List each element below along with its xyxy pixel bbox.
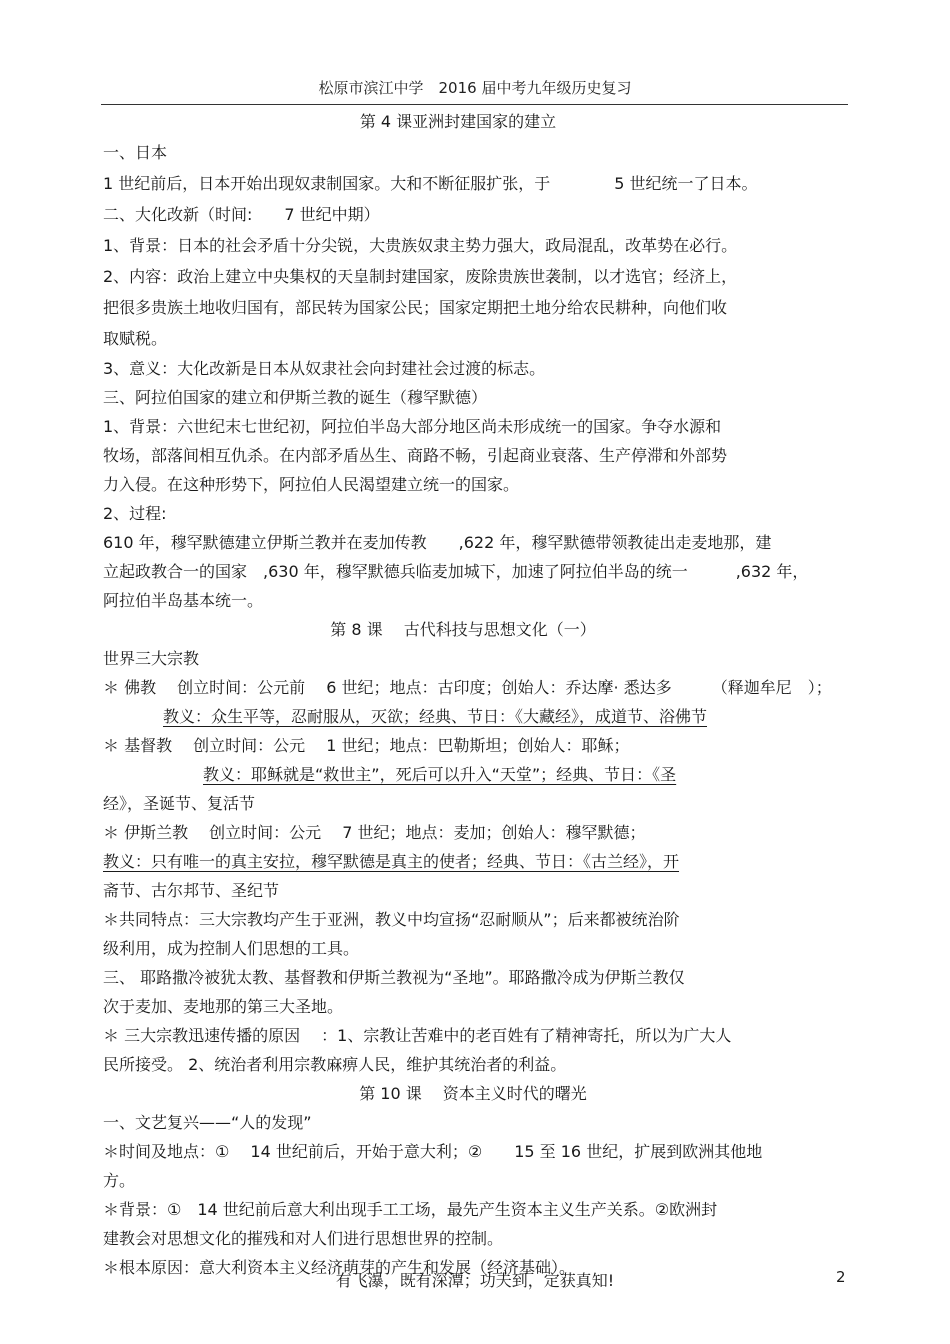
paragraph-line: 取赋税。: [103, 329, 168, 348]
page-header: 松原市滨江中学 2016 届中考九年级历史复习: [318, 79, 632, 97]
lesson-4-title: 第 4 课亚洲封建国家的建立: [359, 112, 557, 131]
paragraph-line: 级利用，成为控制人们思想的工具。: [103, 939, 360, 958]
section-heading: 一、日本: [103, 143, 168, 162]
paragraph-line: ＊根本原因：意大利资本主义经济萌芽的产生和发展（经济基础）。: [103, 1258, 576, 1277]
page-footer-motto: 有飞瀑，既有深潭；功夫到，定获真知!: [335, 1271, 615, 1290]
paragraph-line: 610 年，穆罕默德建立伊斯兰教并在麦加传教 ,622 年，穆罕默德带领教徒出走麦地那，建: [103, 533, 772, 552]
paragraph-line: ＊ 三大宗教迅速传播的原因 ：1、宗教让苦难中的老百姓有了精神寄托，所以为广大人: [103, 1026, 732, 1045]
buddhism-doctrine: 教义：众生平等，忍耐服从，灭欲；经典、节日：《大藏经》，成道节、浴佛节: [163, 707, 708, 726]
header-rule: [101, 104, 848, 105]
christianity-doctrine: 教义：耶稣就是“救世主”，死后可以升入“天堂”；经典、节日：《圣: [203, 765, 677, 784]
section-heading: 二、大化改新（时间: 7 世纪中期）: [103, 205, 380, 224]
section-heading: 三、阿拉伯国家的建立和伊斯兰教的诞生（穆罕默德）: [103, 388, 488, 407]
paragraph-line: 2、过程:: [103, 504, 167, 523]
section-heading: 世界三大宗教: [103, 649, 200, 668]
paragraph-line: 斋节、古尔邦节、圣纪节: [103, 881, 280, 900]
paragraph-line: 经》，圣诞节、复活节: [103, 794, 256, 813]
islam-doctrine: 教义：只有唯一的真主安拉，穆罕默德是真主的使者；经典、节日：《古兰经》，开: [103, 852, 680, 871]
paragraph-line: 把很多贵族土地收归国有，部民转为国家公民；国家定期把土地分给农民耕种，向他们收: [103, 298, 728, 317]
paragraph-line: 3、意义：大化改新是日本从奴隶社会向封建社会过渡的标志。: [103, 359, 546, 378]
paragraph-line: 1、背景：六世纪末七世纪初，阿拉伯半岛大部分地区尚未形成统一的国家。争夺水源和: [103, 417, 722, 436]
lesson-10-title: 第 10 课 资本主义时代的曙光: [359, 1084, 587, 1103]
paragraph-line: 民所接受。 2、统治者利用宗教麻痹人民，维护其统治者的利益。: [103, 1055, 567, 1074]
paragraph-line: 力入侵。在这种形势下，阿拉伯人民渴望建立统一的国家。: [103, 475, 520, 494]
paragraph-line: ＊共同特点：三大宗教均产生于亚洲，教义中均宣扬“忍耐顺从”；后来都被统治阶: [103, 910, 680, 929]
document-body: [103, 106, 883, 1282]
section-heading: 一、文艺复兴——“人的发现”: [103, 1113, 312, 1132]
paragraph-line: ＊时间及地点：① 14 世纪前后，开始于意大利；② 15 至 16 世纪，扩展到欧洲其他地: [103, 1142, 763, 1161]
paragraph-line: 2、内容：政治上建立中央集权的天皇制封建国家，废除贵族世袭制，以才选官；经济上，: [103, 267, 738, 286]
buddhism-line: ＊ 佛教 创立时间：公元前 6 世纪；地点：古印度；创始人：乔达摩· 悉达多 （释迦牟尼 ）；: [103, 678, 832, 697]
page-number: 2: [836, 1268, 846, 1286]
paragraph-line: 次于麦加、麦地那的第三大圣地。: [103, 997, 344, 1016]
paragraph-line: ＊背景：① 14 世纪前后意大利出现手工工场，最先产生资本主义生产关系。②欧洲封: [103, 1200, 718, 1219]
paragraph-line: 阿拉伯半岛基本统一。: [103, 591, 264, 610]
christianity-line: ＊ 基督教 创立时间：公元 1 世纪；地点：巴勒斯坦；创始人：耶稣；: [103, 736, 630, 755]
islam-line: ＊ 伊斯兰教 创立时间：公元 7 世纪；地点：麦加；创始人：穆罕默德；: [103, 823, 646, 842]
paragraph-line: 1、背景：日本的社会矛盾十分尖锐，大贵族奴隶主势力强大，政局混乱，改革势在必行。: [103, 236, 738, 255]
paragraph-line: 牧场，部落间相互仇杀。在内部矛盾丛生、商路不畅，引起商业衰落、生产停滞和外部势: [103, 446, 728, 465]
paragraph-line: 方。: [103, 1171, 136, 1190]
paragraph-line: 三、 耶路撒冷被犹太教、基督教和伊斯兰教视为“圣地”。耶路撒冷成为伊斯兰教仅: [103, 968, 685, 987]
lesson-8-title: 第 8 课 古代科技与思想文化（一）: [330, 620, 596, 639]
paragraph-line: 立起政教合一的国家 ,630 年，穆罕默德兵临麦加城下，加速了阿拉伯半岛的统一 ,632 年，: [103, 562, 809, 581]
paragraph-line: 1 世纪前后，日本开始出现奴隶制国家。大和不断征服扩张，于 5 世纪统一了日本。: [103, 174, 758, 193]
paragraph-line: 建教会对思想文化的摧残和对人们进行思想世界的控制。: [103, 1229, 504, 1248]
